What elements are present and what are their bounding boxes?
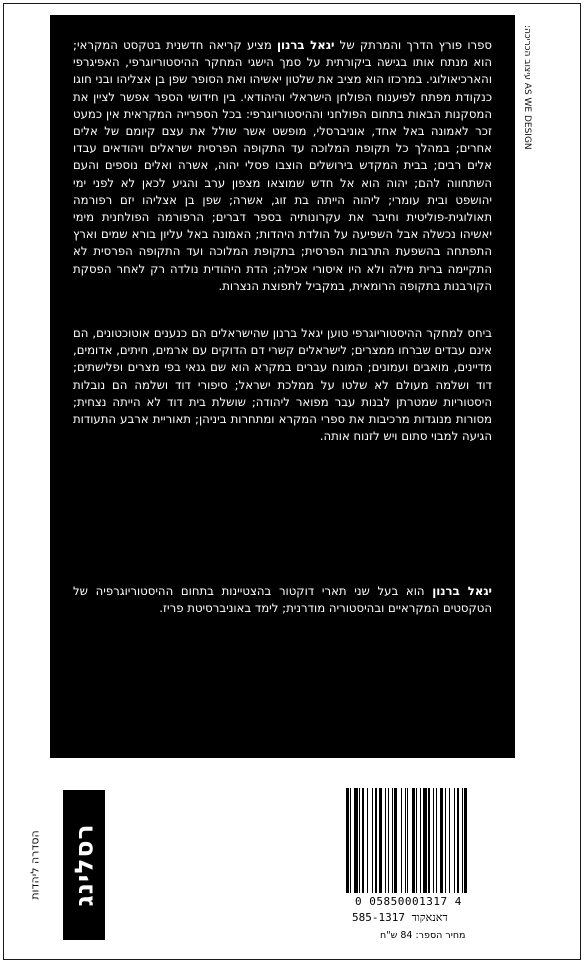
series-subtitle: הסדרה ליהדות [28, 830, 42, 900]
author-name: יגאל ברנון [277, 38, 335, 52]
design-credit-studio: AS WE DESIGN [522, 82, 532, 150]
barcode-bar [445, 788, 446, 893]
publisher-logo: רסלינג [69, 823, 99, 907]
paragraph-lead: ספרו פורץ הדרך והמרתק של [334, 38, 492, 52]
author-bio-paragraph [73, 583, 492, 617]
barcode-bar [359, 788, 360, 893]
barcode-bar [388, 788, 389, 893]
barcode-number: 0 05850001317 4 [355, 895, 462, 908]
description-panel [50, 15, 515, 758]
barcode-bar [436, 788, 437, 893]
barcode-bar [401, 788, 402, 893]
barcode-bar [362, 788, 365, 893]
paragraph-text: הוא בעל שני תארי דוקטור בהצטיינות בתחום ההיסטוריוגרפיה של הטקסטים המקראיים ובהיסטוריה מודרנית; לימד באוניברסיטת פריז. [73, 584, 492, 616]
barcode-bar [412, 788, 415, 893]
barcode-bar [423, 788, 427, 893]
barcode-bar [454, 788, 455, 893]
description-paragraph-1 [73, 37, 492, 295]
barcode-bar [392, 788, 393, 893]
design-credit-label: עיצוב הכריכה: [522, 25, 532, 80]
barcode-bar [385, 788, 386, 893]
barcode-bar [416, 788, 417, 893]
barcode-bar [354, 788, 358, 893]
barcode-bar [462, 788, 463, 893]
cover-design-credit [514, 25, 532, 325]
barcode-bar [407, 788, 408, 893]
description-paragraph-2 [73, 325, 492, 445]
publisher-logo-box [63, 790, 105, 940]
barcode-bar [372, 788, 373, 893]
barcode-bar [449, 788, 450, 893]
barcode-icon [346, 788, 508, 893]
barcode-bar [367, 788, 368, 893]
barcode-bar [420, 788, 421, 893]
barcode-bar [405, 788, 406, 893]
barcode-bar [379, 788, 383, 893]
barcode-bar [350, 788, 351, 893]
book-price: מחיר הספר: 84 ש"ח [380, 930, 466, 941]
paragraph-text: מציע קריאה חדשנית בטקסט המקראי; הוא מנתח אותו בגישה ביקורתית על סמך הישגי המחקר ההיסטוריוגרפי, האפיגרפי והארכיאולוגי. במרכזו הוא מציב את שלטון יאשיהו ואת הסופר שפן בן אצליהו ובני חוגו כנקודת מפתח לפיענוח הפולחן הישראלי והיהודאי. בין חידושי הספר אפשר לציין את המסקנות הבאות בתחום הפולחני וההיסטוריוגרפי: בכל הספרייה המקראית אין כמעט זכר לאמונה באל אחד, אוניברסלי, מופשט אשר שולל את עצם קיומם של אלים אחרים; במהלך כל תקופת המלוכה עד התקופה הפרסית ישראלים ויהודאים עבדו אלים רבים; בבית המקדש בירושלים הוצבו פסלי יהוה, אשרה ואלים נוספים והעם השתחווה להם; יהוה הוא אל חדש שמוצאו מצפון ערב והגיע לכאן לא לפני ימי יהושפט ובית עומרי; ליהוה הייתה בת זוג, אשרה; שפן בן אצליהו יזם רפורמה תאולוגית-פוליטית וחיבר את עקרונותיה בספר דברים; הרפורמה הפולחנית מימי יאשיהו נכשלה אבל השפיעה על הולדת היהדות; האמונה באל עליון בורא שמים וארץ התפתחה בהשפעת התרבות הפרסית; בתקופת המלוכה ועד התקופה הפרסית לא התקיימה ברית מילה ולא היו איסורי אכילה; הדת היהודית נולדה רק לאחר הפסקת הקורבנות בתקופה הרומאית, במקביל לתפוצת הנצרות. [73, 38, 492, 293]
barcode-bar [375, 788, 378, 893]
barcode-bar [428, 788, 431, 893]
barcode-bar [346, 788, 349, 893]
paragraph-text: ביחס למחקר ההיסטוריוגרפי טוען יגאל ברנון שהישראלים הם כנענים אוטוכטונים, הם אינם עבדים שברחו ממצרים; לישראלים קשרי דם הדוקים עם ארמים, חיתים, אדומים, מדיינים, מואבים ועמונים; המונח עברים במקרא הוא שם גנאי בפי מצרים ופלישתים; דוד ושלמה מעולם לא שלטו על ממלכת ישראל; סיפורי דוד ושלמה הם נובלות היסטוריות שמטרתן לבנות עבר מפואר ליהודה; שושלת בית דוד לא הייתה נצחית; מסורות מנוגדות מרכיבות את ספרי המקרא ומתחרות ביניהן; תאוריית ארבע התעודות הגיעה למבוי סתום ויש לזנוח אותה. [73, 326, 492, 444]
barcode-bar [433, 788, 434, 893]
barcode-bar [394, 788, 397, 893]
barcode-bar [440, 788, 444, 893]
barcode-bar [464, 788, 467, 893]
barcode-bar [457, 788, 460, 893]
author-name: יגאל ברנון [432, 584, 493, 598]
danacode: דאנאקוד 585-1317 [352, 911, 448, 924]
